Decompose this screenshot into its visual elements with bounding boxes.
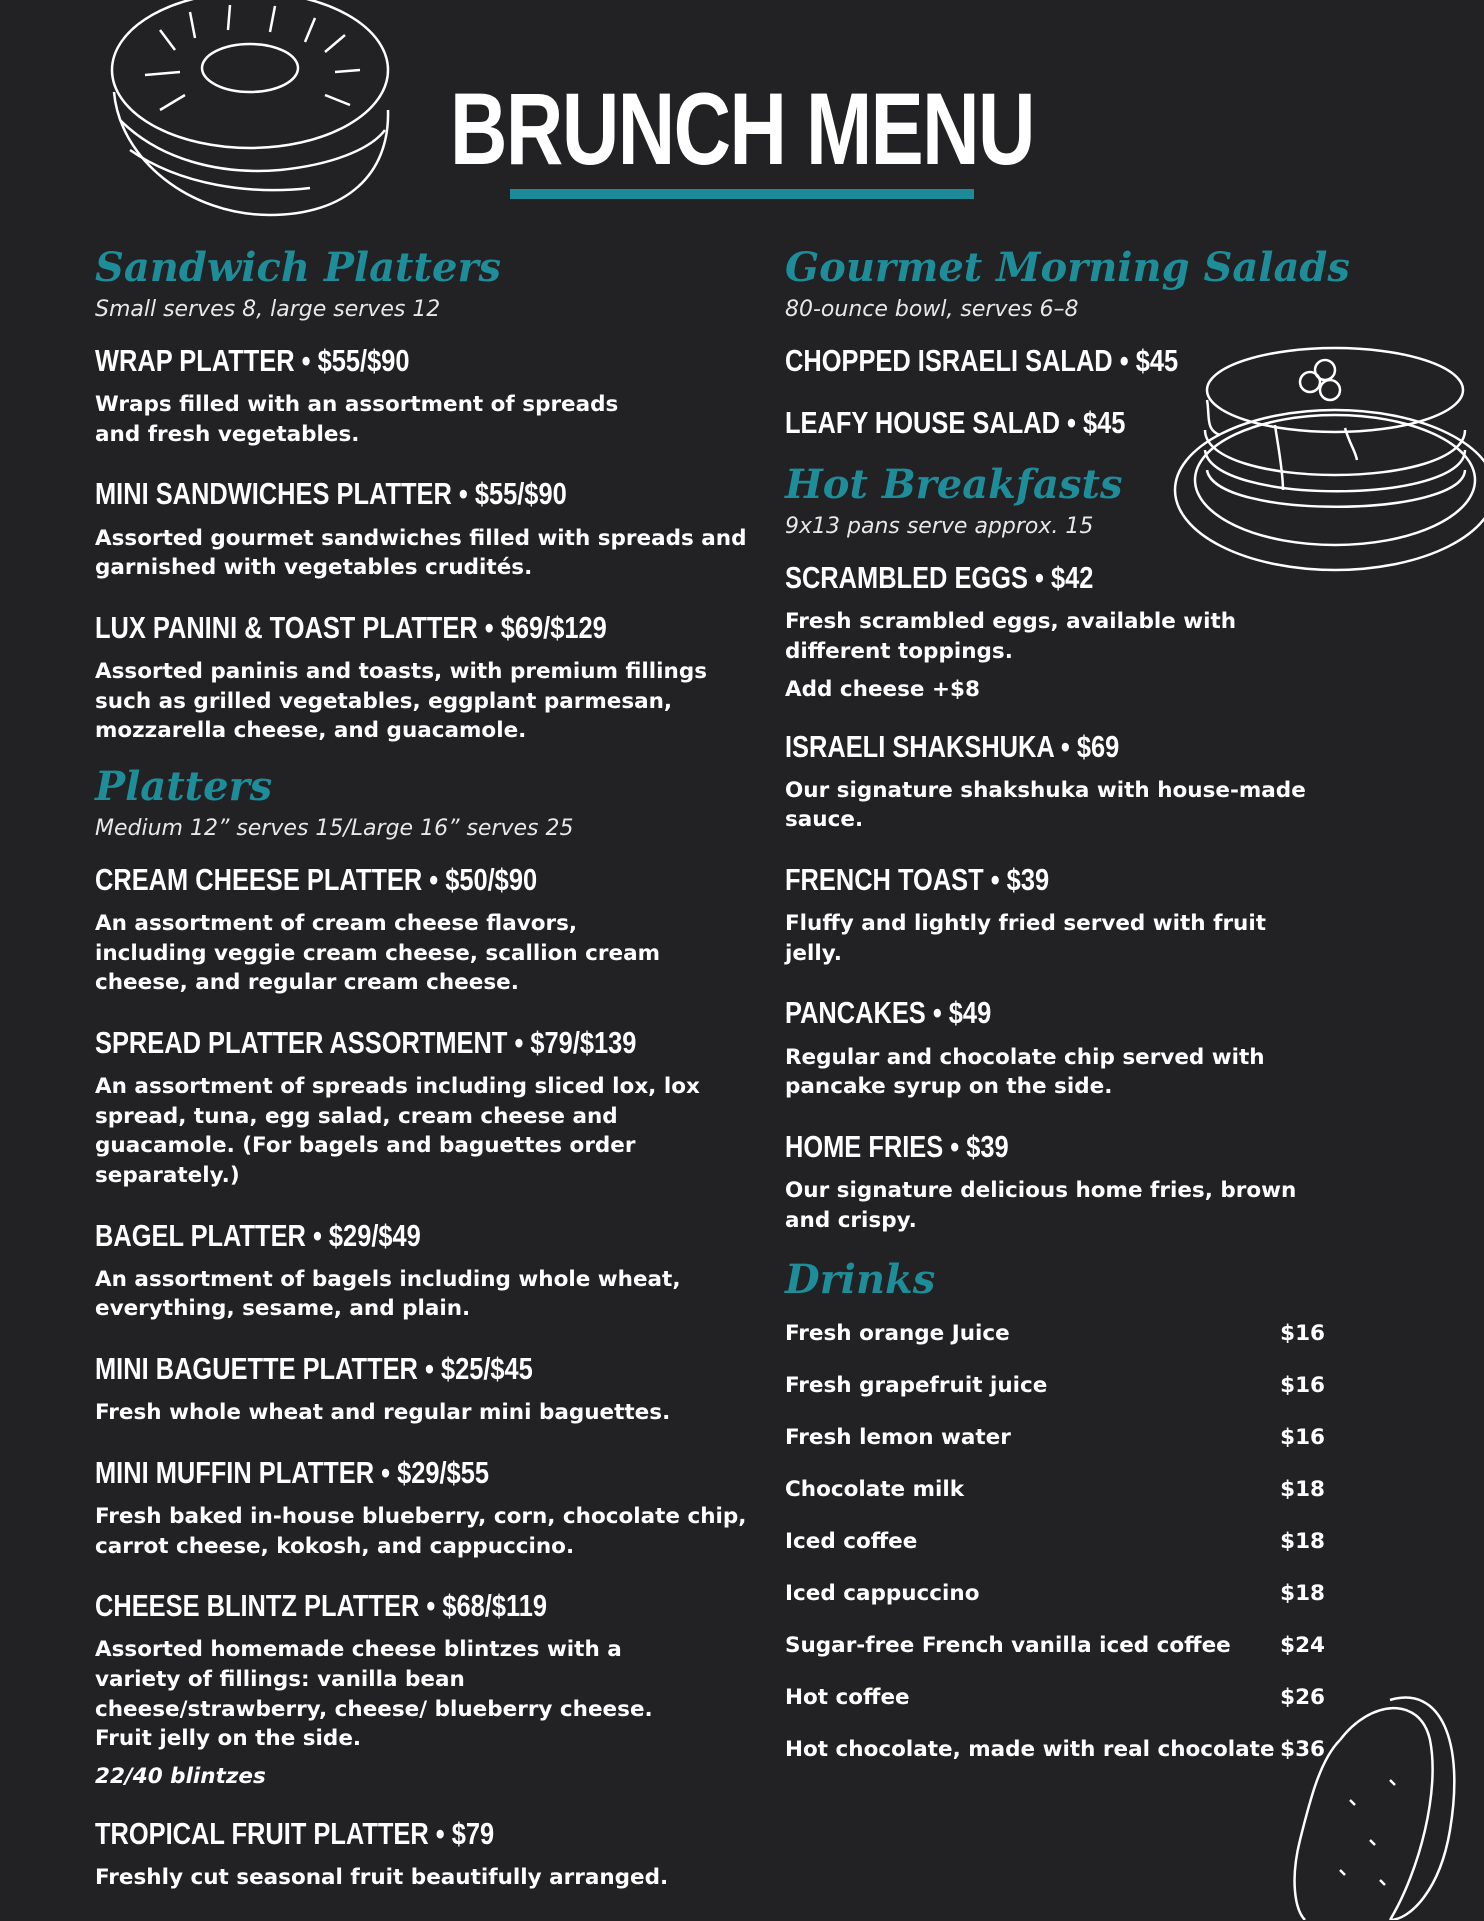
drink-row: [785, 1373, 1325, 1425]
section-heading-drinks: Drinks: [785, 1256, 936, 1304]
page-title: BRUNCH MENU: [450, 72, 1034, 186]
item-title: LEAFY HOUSE SALAD • $45: [785, 405, 1126, 441]
section-subtitle: 80-ounce bowl, serves 6–8: [785, 297, 1079, 322]
drink-price: $24: [1280, 1633, 1325, 1659]
item-title: CREAM CHEESE PLATTER • $50/$90: [95, 861, 538, 897]
drink-name: Fresh orange Juice: [785, 1321, 1010, 1347]
menu-item: [785, 730, 1325, 835]
menu-item: [785, 863, 1325, 968]
item-title: MINI MUFFIN PLATTER • $29/$55: [95, 1454, 490, 1490]
item-description: Fresh scrambled eggs, available with different toppings.: [785, 609, 1237, 664]
item-description: Assorted gourmet sandwiches filled with spreads and garnished with vegetables crudités.: [95, 525, 747, 581]
item-description: An assortment of spreads including sliced lox, lox spread, tuna, egg salad, cream cheese and guacamole. (For bagels and baguettes order separately.): [95, 1074, 700, 1188]
item-title: CHEESE BLINTZ PLATTER • $68/$119: [95, 1588, 547, 1624]
section-subtitle: Small serves 8, large serves 12: [95, 297, 441, 322]
menu-item: [95, 1219, 755, 1324]
drink-name: Chocolate milk: [785, 1477, 965, 1503]
drink-row: [785, 1529, 1325, 1581]
drink-price: $16: [1280, 1425, 1325, 1451]
item-title: FRENCH TOAST • $39: [785, 862, 1050, 897]
drink-row: [785, 1737, 1325, 1789]
item-description: Fluffy and lightly fried served with fruit jelly.: [785, 911, 1266, 966]
drink-price: $26: [1280, 1685, 1325, 1711]
drink-row: [785, 1425, 1325, 1477]
menu-item: [95, 344, 755, 449]
item-note: 22/40 blintzes: [95, 1763, 266, 1789]
item-title: LUX PANINI & TOAST PLATTER • $69/$129: [95, 609, 607, 645]
drink-price: $18: [1280, 1581, 1325, 1607]
drink-name: Fresh grapefruit juice: [785, 1373, 1048, 1399]
menu-item: [785, 996, 1325, 1101]
left-column: [95, 245, 755, 1921]
section-subtitle: Medium 12” serves 15/Large 16” serves 25: [95, 815, 574, 841]
item-description: An assortment of bagels including whole wheat, everything, sesame, and plain.: [95, 1266, 681, 1322]
item-description: Assorted paninis and toasts, with premium fillings such as grilled vegetables, eggplant parmesan, mozzarella cheese, and guacamole.: [95, 658, 708, 744]
drink-name: Iced cappuccino: [785, 1581, 980, 1607]
item-description: Fresh whole wheat and regular mini baguettes.: [95, 1400, 671, 1426]
drink-price: $16: [1280, 1321, 1325, 1347]
item-description: Freshly cut seasonal fruit beautifully arranged.: [95, 1865, 669, 1891]
drink-price: $18: [1280, 1477, 1325, 1503]
drink-row: [785, 1633, 1325, 1685]
right-column: [785, 244, 1350, 1789]
item-title: SCRAMBLED EGGS • $42: [785, 560, 1094, 596]
section-heading-hot: Hot Breakfasts: [785, 461, 1123, 509]
item-title: MINI SANDWICHES PLATTER • $55/$90: [95, 476, 567, 512]
item-title: BAGEL PLATTER • $29/$49: [95, 1217, 421, 1253]
item-title: SPREAD PLATTER ASSORTMENT • $79/$139: [95, 1024, 637, 1060]
drink-price: $16: [1280, 1373, 1325, 1399]
menu-item: [95, 1817, 755, 1893]
section-subtitle: 9x13 pans serve approx. 15: [785, 514, 1094, 540]
item-title: PANCAKES • $49: [785, 995, 992, 1031]
drink-row: [785, 1581, 1325, 1633]
menu-item: [95, 1456, 755, 1561]
drink-row: [785, 1321, 1325, 1373]
drink-name: Hot coffee: [785, 1685, 910, 1711]
item-description: Fresh baked in-house blueberry, corn, chocolate chip, carrot cheese, kokosh, and cappuccino.: [95, 1503, 747, 1559]
item-description: Assorted homemade cheese blintzes with a variety of fillings: vanilla bean cheese/strawberry, cheese/ blueberry cheese. Fruit jelly on the side.: [95, 1637, 653, 1752]
item-title: TROPICAL FRUIT PLATTER • $79: [95, 1815, 495, 1851]
drink-row: [785, 1685, 1325, 1737]
menu-item: [95, 1589, 755, 1789]
item-description: Wraps filled with an assortment of spreads and fresh vegetables.: [95, 392, 619, 447]
item-title: ISRAELI SHAKSHUKA • $69: [785, 728, 1120, 764]
item-title: CHOPPED ISRAELI SALAD • $45: [785, 343, 1179, 378]
drink-name: Sugar-free French vanilla iced coffee: [785, 1633, 1231, 1659]
section-heading-sandwich: Sandwich Platters: [95, 244, 502, 291]
item-description: An assortment of cream cheese flavors, including veggie cream cheese, scallion cream cheese, and regular cream cheese.: [95, 910, 660, 996]
menu-item: [95, 1352, 755, 1428]
menu-item: [785, 561, 1325, 701]
item-title: HOME FRIES • $39: [785, 1128, 1009, 1164]
item-description: Our signature delicious home fries, brown and crispy.: [785, 1177, 1297, 1233]
item-description: Our signature shakshuka with house-made sauce.: [785, 777, 1306, 833]
menu-item: [95, 611, 755, 746]
menu-item: [95, 863, 755, 998]
menu-item: [95, 1026, 755, 1191]
drink-name: Iced coffee: [785, 1529, 918, 1555]
menu-item: [95, 477, 755, 582]
item-title: MINI BAGUETTE PLATTER • $25/$45: [95, 1351, 533, 1387]
drink-name: Hot chocolate, made with real chocolate: [785, 1737, 1275, 1763]
item-title: WRAP PLATTER • $55/$90: [95, 343, 410, 378]
drink-price: $36: [1280, 1737, 1325, 1763]
item-note: Add cheese +$8: [785, 676, 980, 702]
title-underline: [510, 189, 974, 199]
menu-item: [785, 1130, 1325, 1235]
section-heading-salads: Gourmet Morning Salads: [785, 244, 1350, 291]
drink-row: [785, 1477, 1325, 1529]
item-description: Regular and chocolate chip served with pancake syrup on the side.: [785, 1044, 1265, 1100]
drink-price: $18: [1280, 1529, 1325, 1555]
drink-name: Fresh lemon water: [785, 1425, 1011, 1451]
section-heading-platters: Platters: [95, 762, 273, 810]
